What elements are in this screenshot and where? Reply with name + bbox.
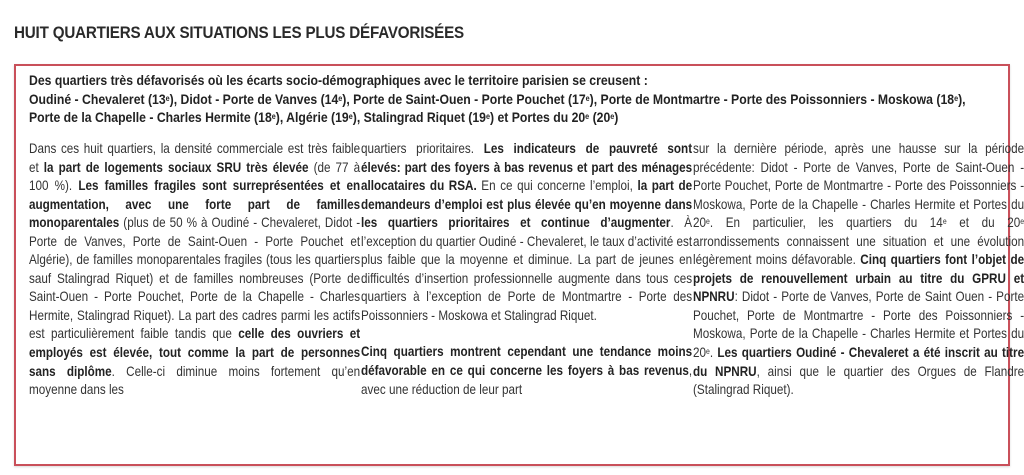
ordinal-suffix: e: [585, 93, 590, 103]
section-title: HUIT QUARTIERS AUX SITUATIONS LES PLUS DÉFAVORISÉES: [14, 24, 465, 42]
column-1: [29, 140, 360, 400]
ordinal-suffix: e: [271, 112, 276, 121]
col1-text-3: (plus de 50 % à Oudiné - Chevaleret, Didot - Porte de Vanves, Porte de Saint-Ouen - Porte Pouchet et Algérie), de familles monoparentales fragiles (tous les quartiers sauf Stalingrad Riquet) et de familles nombreuses (Porte de Saint-Ouen - Porte Pouchet, Porte de la Chapelle - Charles Hermite, Stalingrad Riquet). La part des cadres parmi les actifs est particulièrement faible tandis que: [29, 215, 361, 342]
intro-lead: Des quartiers très défavorisés où les écarts socio-démographiques avec le territoire parisien se creusent :: [29, 73, 648, 88]
col3-text-1: sur la dernière période, après une hausse sur la période précédente: Didot - Porte de Vanves, Porte de Saint-Ouen - Porte Pouchet, Porte de Montmartre - Porte des Poissonniers - Moskowa, Porte de la Chapelle - Charles Hermite et Portes du 20e. En particulier, les quartiers du 14e et du 20e arrondissements connaissent une situation et une évolution légèrement moins défavorable.: [693, 141, 1024, 268]
col2-bold-2: la part de demandeurs d’emploi est plus élevée qu’en moyenne dans les quartiers prioritaires et continue d’augmenter: [361, 178, 693, 231]
col2-text-1: quartiers prioritaires.: [361, 141, 484, 156]
ordinal-suffix: e: [348, 112, 353, 121]
ordinal-suffix: e: [338, 93, 343, 103]
col1-text-4: . Celle-ci diminue moins fortement qu’en moyenne dans les: [29, 363, 361, 398]
intro-summary: [29, 72, 997, 128]
ordinal-suffix: e: [1020, 217, 1024, 227]
ordinal-suffix: e: [706, 217, 710, 227]
ordinal-suffix: e: [942, 217, 947, 227]
column-3: [693, 140, 1024, 400]
col3-bold-1: Cinq quartiers font l’objet de projets de renouvellement urbain au titre du GPRU et NPNRU: [693, 252, 1024, 305]
col1-text-1: Dans ces huit quartiers, la densité commerciale est très faible et: [29, 141, 361, 175]
col3-bold-2: Les quartiers Oudiné - Chevaleret a été inscrit au titre du NPNRU: [693, 345, 1024, 379]
col2-bold-4: Cinq quartiers montrent cependant une tendance moins défavorable en ce qui concerne les foyers à bas revenus: [361, 344, 693, 379]
highlight-box: [14, 64, 1024, 466]
col2-text-4: , avec une réduction de leur part: [361, 363, 693, 397]
ordinal-suffix: e: [954, 93, 959, 103]
ordinal-suffix: e: [585, 112, 590, 121]
ordinal-suffix: e: [706, 347, 710, 357]
ordinal-suffix: e: [485, 112, 490, 121]
intro-quartiers-list: Oudiné - Chevaleret (13e), Didot - Porte de Vanves (14e), Porte de Saint-Ouen - Porte Pouchet (17e), Porte de Montmartre - Porte des Poissonniers - Moskowa (18e), Porte de la Chapelle - Charles Hermite (18e), Algérie (19e), Stalingrad Riquet (19e) et Portes du 20e (20e): [29, 91, 966, 125]
col1-bold-3: celle des ouvriers et employés est élevée, tout comme la part de personnes sans diplôme: [29, 326, 361, 379]
col2-paragraph-2: [361, 343, 692, 399]
col1-text-2: (de 77 à 100 %).: [29, 159, 361, 194]
ordinal-suffix: e: [610, 112, 615, 121]
col3-text-2: : Didot - Porte de Vanves, Porte de Saint Ouen - Porte Pouchet, Porte de Montmartre - Porte des Poissonniers - Moskowa, Porte de la Chapelle - Charles Hermite et Portes du 20e.: [693, 289, 1024, 361]
col2-text-2: En ce qui concerne l’emploi,: [476, 178, 638, 194]
col2-paragraph-1: [361, 140, 692, 325]
col1-bold-1: la part de logements sociaux SRU très élevée: [43, 159, 309, 175]
col2-bold-1: Les indicateurs de pauvreté sont élevés: part des foyers à bas revenus et part des ménages allocataires du RSA.: [361, 141, 693, 194]
col3-text-3: , ainsi que le quartier des Orgues de Flandre (Stalingrad Riquet).: [693, 363, 1024, 398]
ordinal-suffix: e: [165, 93, 170, 103]
col2-text-3: . À l’exception du quartier Oudiné - Chevaleret, le taux d’activité est plus faible que la moyenne et diminue. La part de jeunes en difficultés d’insertion professionnelle augmente dans tous ces quartiers à l’exception de Porte de Montmartre - Porte des Poissonniers - Moskowa et Stalingrad Riquet.: [361, 215, 693, 323]
col1-bold-2: Les familles fragiles sont surreprésentées et en augmentation, avec une forte part de familles monoparentales: [29, 178, 361, 231]
column-2: [361, 140, 692, 417]
